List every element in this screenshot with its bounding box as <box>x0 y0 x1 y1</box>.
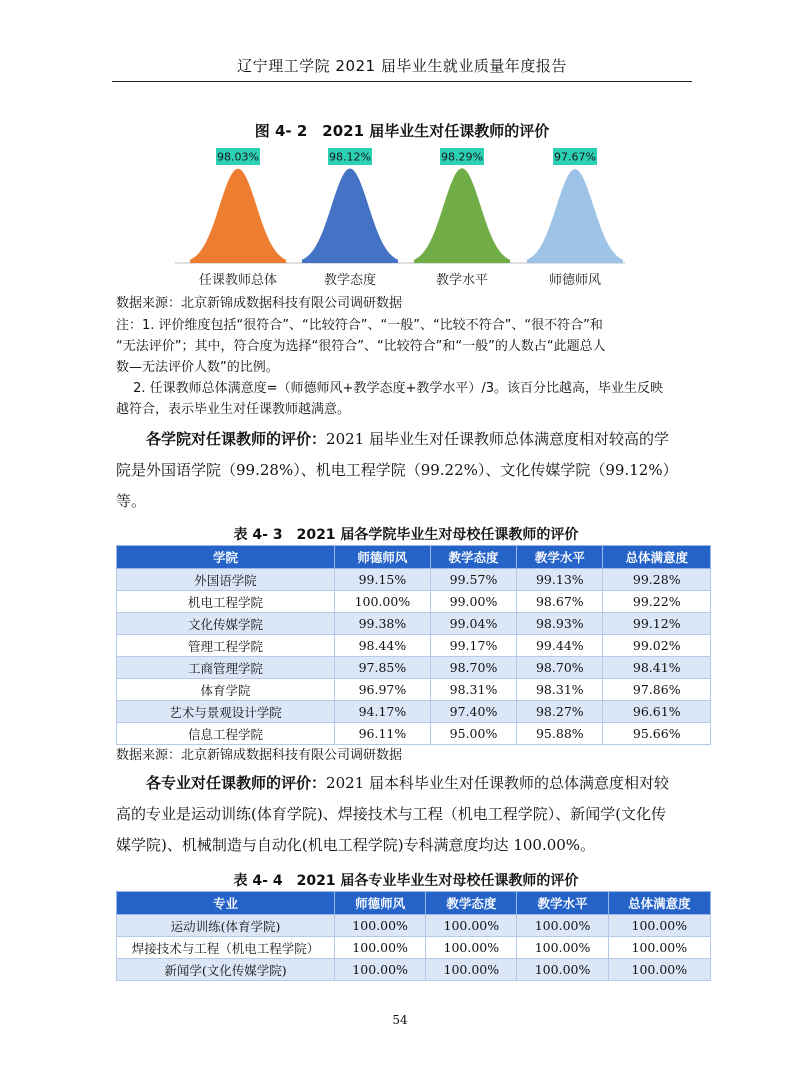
note-line: 数—无法评价人数”的比例。 <box>116 360 279 375</box>
data-label: 97.67% <box>554 150 596 164</box>
table-cell: 100.00% <box>426 915 517 937</box>
satisfaction-chart <box>175 140 625 290</box>
major-table <box>116 891 711 981</box>
table-cell: 运动训练(体育学院) <box>117 915 335 937</box>
table-cell: 99.17% <box>430 635 516 657</box>
college-table <box>116 545 711 745</box>
table-cell: 100.00% <box>517 915 608 937</box>
table-cell: 98.44% <box>335 635 431 657</box>
data-label: 98.29% <box>441 150 483 164</box>
column-header: 总体满意度 <box>608 892 710 915</box>
table-cell: 96.97% <box>335 679 431 701</box>
table-row <box>117 657 711 679</box>
table-row <box>117 915 711 937</box>
table-cell: 100.00% <box>426 937 517 959</box>
table-cell: 文化传媒学院 <box>117 613 335 635</box>
table2-title: 表 4- 4 2021 届各专业毕业生对母校任课教师的评价 <box>233 873 579 889</box>
table-cell: 97.86% <box>603 679 711 701</box>
table-cell: 艺术与景观设计学院 <box>117 701 335 723</box>
table-cell: 100.00% <box>335 591 431 613</box>
column-header: 学院 <box>117 546 335 569</box>
table-cell: 99.57% <box>430 569 516 591</box>
paragraph-heading: 各专业对任课教师的评价： <box>146 774 327 792</box>
table-cell: 100.00% <box>335 959 426 981</box>
category-label: 师德师风 <box>548 273 602 288</box>
table-cell: 体育学院 <box>117 679 335 701</box>
table1-source: 数据来源：北京新锦成数据科技有限公司调研数据 <box>116 748 403 763</box>
table-row <box>117 701 711 723</box>
major-evaluation-paragraph: 各专业对任课教师的评价：2021 届本科毕业生对任课教师的总体满意度相对较 高的专业是运动训练(体育学院)、焊接技术与工程（机电工程学院）、新闻学(文化传 媒学院)、机械制造与自动化(机电工程学院)专科满意度均达 100.00%。 <box>116 774 669 854</box>
college-evaluation-paragraph: 各学院对任课教师的评价：2021 届毕业生对任课教师总体满意度相对较高的学 院是外国语学院（99.28%）、机电工程学院（99.22%）、文化传媒学院（99.12%） 等。 <box>116 430 678 510</box>
chart-peak <box>190 169 286 263</box>
table-cell: 100.00% <box>517 937 608 959</box>
category-label: 任课教师总体 <box>198 273 278 288</box>
table-cell: 99.13% <box>517 569 603 591</box>
table-cell: 100.00% <box>335 937 426 959</box>
column-header: 师德师风 <box>335 546 431 569</box>
table-cell: 99.12% <box>603 613 711 635</box>
table-cell: 外国语学院 <box>117 569 335 591</box>
table-cell: 工商管理学院 <box>117 657 335 679</box>
header-divider <box>112 81 692 82</box>
table-row <box>117 635 711 657</box>
data-label: 98.12% <box>329 150 371 164</box>
table-cell: 97.40% <box>430 701 516 723</box>
table-cell: 焊接技术与工程（机电工程学院） <box>117 937 335 959</box>
table-row <box>117 959 711 981</box>
table-cell: 100.00% <box>335 915 426 937</box>
table-cell: 97.85% <box>335 657 431 679</box>
table-cell: 100.00% <box>608 915 710 937</box>
table-cell: 100.00% <box>608 937 710 959</box>
table-cell: 信息工程学院 <box>117 723 335 745</box>
chart-peak <box>527 169 623 263</box>
note-line: 越符合，表示毕业生对任课教师越满意。 <box>116 402 351 417</box>
table-cell: 94.17% <box>335 701 431 723</box>
table-cell: 99.44% <box>517 635 603 657</box>
table-cell: 新闻学(文化传媒学院) <box>117 959 335 981</box>
table-cell: 95.88% <box>517 723 603 745</box>
table-cell: 98.31% <box>517 679 603 701</box>
table-cell: 99.02% <box>603 635 711 657</box>
table-cell: 96.61% <box>603 701 711 723</box>
table-cell: 98.31% <box>430 679 516 701</box>
table-cell: 100.00% <box>426 959 517 981</box>
table-cell: 99.00% <box>430 591 516 613</box>
table-cell: 99.15% <box>335 569 431 591</box>
chart-peak <box>414 168 510 263</box>
table-cell: 96.11% <box>335 723 431 745</box>
data-label: 98.03% <box>217 150 259 164</box>
chart-source: 数据来源：北京新锦成数据科技有限公司调研数据 <box>116 296 403 311</box>
table-cell: 98.27% <box>517 701 603 723</box>
column-header: 教学态度 <box>430 546 516 569</box>
table-cell: 99.04% <box>430 613 516 635</box>
table-cell: 98.93% <box>517 613 603 635</box>
page-header: 辽宁理工学院 2021 届毕业生就业质量年度报告 <box>237 57 567 75</box>
table-cell: 98.67% <box>517 591 603 613</box>
table-row <box>117 723 711 745</box>
column-header: 教学水平 <box>517 546 603 569</box>
category-label: 教学态度 <box>323 273 377 288</box>
table-row <box>117 679 711 701</box>
table-row <box>117 937 711 959</box>
column-header: 教学态度 <box>426 892 517 915</box>
figure-title: 图 4- 2 2021 届毕业生对任课教师的评价 <box>254 122 550 140</box>
page-number: 54 <box>392 1013 408 1027</box>
column-header: 专业 <box>117 892 335 915</box>
table-row <box>117 569 711 591</box>
table1-title: 表 4- 3 2021 届各学院毕业生对母校任课教师的评价 <box>233 527 579 543</box>
table-cell: 99.28% <box>603 569 711 591</box>
table-cell: 99.22% <box>603 591 711 613</box>
note-line: “无法评价”；其中，符合度为选择“很符合”、“比较符合”和“一般”的人数占“此题总人 <box>116 339 606 354</box>
column-header: 师德师风 <box>335 892 426 915</box>
table-cell: 98.70% <box>430 657 516 679</box>
table-row <box>117 591 711 613</box>
paragraph-heading: 各学院对任课教师的评价： <box>146 430 327 448</box>
table-cell: 99.38% <box>335 613 431 635</box>
note-line: 2. 任课教师总体满意度=（师德师风+教学态度+教学水平）/3。该百分比越高，毕业生反映 <box>116 381 663 396</box>
column-header: 总体满意度 <box>603 546 711 569</box>
table-cell: 95.66% <box>603 723 711 745</box>
category-label: 教学水平 <box>435 273 489 288</box>
table-cell: 98.70% <box>517 657 603 679</box>
table-row <box>117 613 711 635</box>
table-cell: 98.41% <box>603 657 711 679</box>
column-header: 教学水平 <box>517 892 608 915</box>
chart-peak <box>302 169 398 263</box>
table-cell: 100.00% <box>517 959 608 981</box>
note-line: 注：1. 评价维度包括“很符合”、“比较符合”、“一般”、“比较不符合”、“很不符合”和 <box>116 318 603 333</box>
table-cell: 95.00% <box>430 723 516 745</box>
table-cell: 100.00% <box>608 959 710 981</box>
table-cell: 机电工程学院 <box>117 591 335 613</box>
table-cell: 管理工程学院 <box>117 635 335 657</box>
